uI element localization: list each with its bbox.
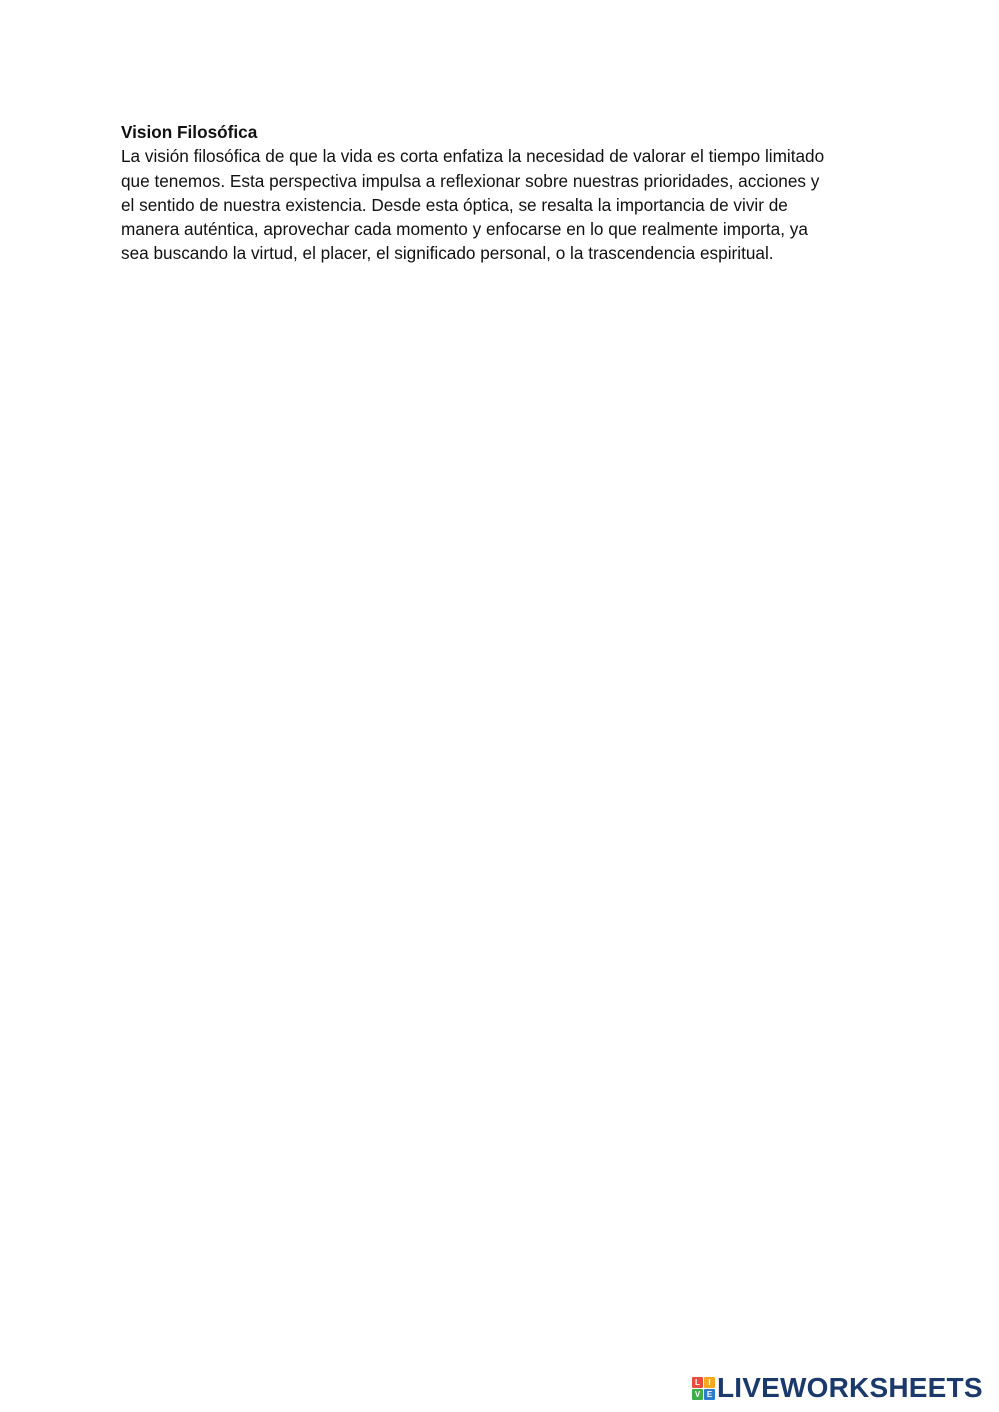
paragraph-line-1: La visión filosófica de que la vida es corta enfatiza la necesidad de valorar el tiempo limitado xyxy=(121,146,825,167)
logo-mark-letter-e: E xyxy=(704,1389,715,1400)
paragraph-line-2: que tenemos. Esta perspectiva impulsa a reflexionar sobre nuestras prioridades, acciones y xyxy=(121,170,820,191)
logo-mark-letter-i: I xyxy=(704,1377,715,1388)
paragraph-line-5: sea buscando la virtud, el placer, el significado personal, o la trascendencia espiritual. xyxy=(121,243,774,264)
logo-mark-letter-l: L xyxy=(692,1377,703,1388)
text-block xyxy=(121,120,891,266)
logo-text: LIVEWORKSHEETS xyxy=(717,1372,983,1403)
logo-mark-icon xyxy=(692,1377,715,1400)
paragraph-line-4: manera auténtica, aprovechar cada momento y enfocarse en lo que realmente importa, ya xyxy=(121,219,808,240)
paragraph-line-3: el sentido de nuestra existencia. Desde esta óptica, se resalta la importancia de vivir de xyxy=(121,194,788,215)
logo-mark-letter-v: V xyxy=(692,1389,703,1400)
section-heading: Vision Filosófica xyxy=(121,122,258,142)
liveworksheets-logo xyxy=(692,1372,983,1404)
